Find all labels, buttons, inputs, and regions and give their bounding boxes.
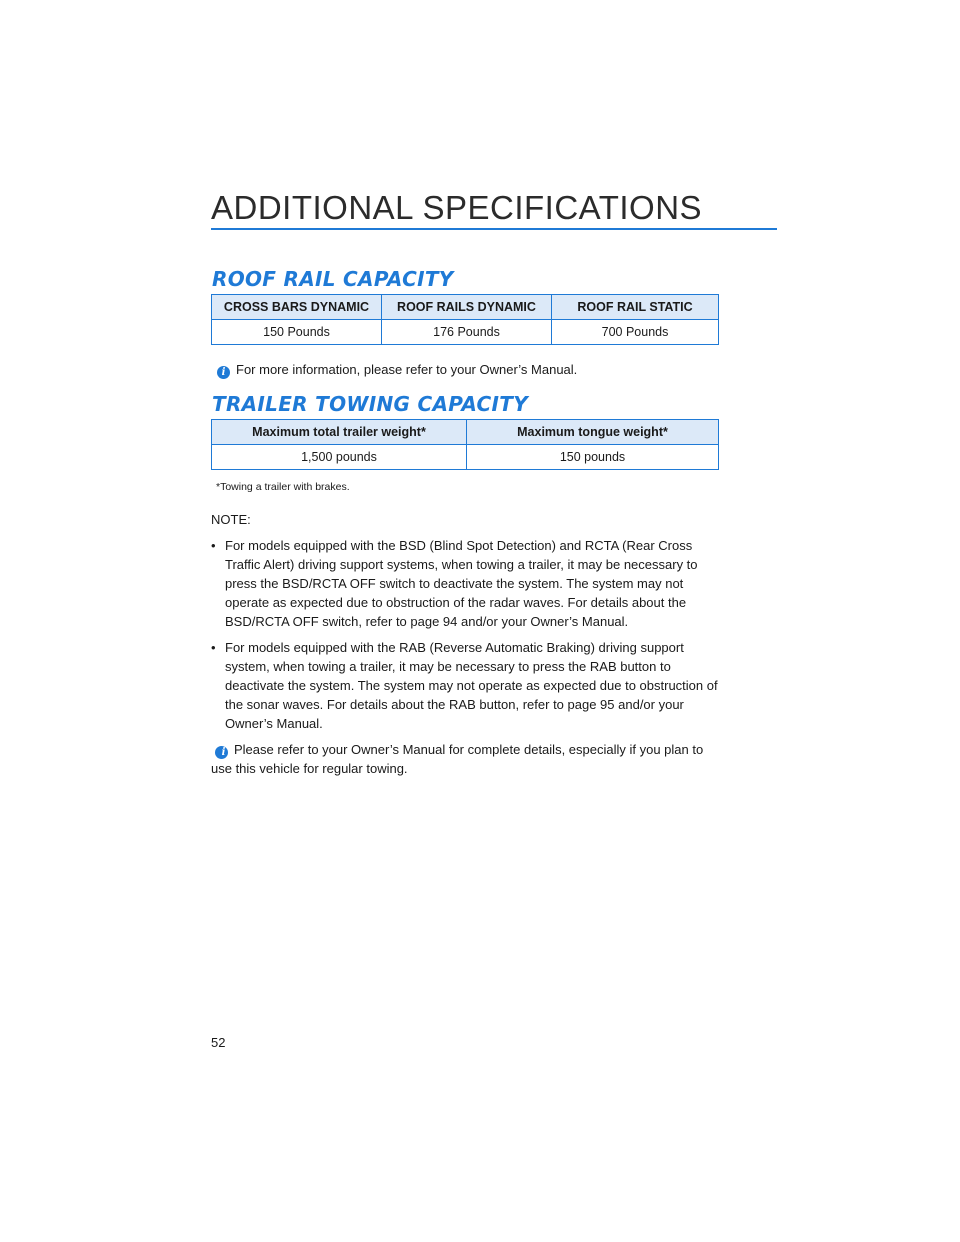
table-header-cell: Maximum tongue weight* [467, 420, 719, 445]
table-header-cell: CROSS BARS DYNAMIC [212, 295, 382, 320]
table-header-row [212, 295, 719, 320]
trailer-footnote: *Towing a trailer with brakes. [216, 481, 350, 493]
page-title: ADDITIONAL SPECIFICATIONS [211, 189, 703, 226]
table-header-cell: ROOF RAILS DYNAMIC [382, 295, 552, 320]
table-cell: 150 Pounds [212, 320, 382, 345]
list-item [211, 536, 723, 631]
table-cell: 700 Pounds [552, 320, 719, 345]
info-icon: i [217, 366, 230, 379]
info-text: For more information, please refer to your Owner’s Manual. [236, 362, 578, 377]
bullet-text: For models equipped with the BSD (Blind Spot Detection) and RCTA (Rear Cross Traffic Alert) driving support systems, when towing a trailer, it may be necessary to press the BSD/RCTA OFF switch to deactivate the system. The system may not operate as expected due to obstruction of the radar waves. For details about the BSD/RCTA OFF switch, refer to page 94 and/or your Owner’s Manual. [225, 538, 698, 629]
table-header-row [212, 420, 719, 445]
table-cell: 150 pounds [467, 445, 719, 470]
bullet-text: For models equipped with the RAB (Reverse Automatic Braking) driving support system, when towing a trailer, it may be necessary to press the RAB button to deactivate the system. The system may not operate as expected due to obstruction of the sonar waves. For details about the RAB button, refer to page 95 and/or your Owner’s Manual. [225, 640, 718, 731]
bullet-icon: • [211, 640, 216, 655]
table-cell: 176 Pounds [382, 320, 552, 345]
note-label: NOTE: [211, 512, 251, 527]
table-cell: 1,500 pounds [212, 445, 467, 470]
note-section [211, 510, 723, 778]
table-header-cell: ROOF RAIL STATIC [552, 295, 719, 320]
table-header-cell: Maximum total trailer weight* [212, 420, 467, 445]
trailer-towing-title: TRAILER TOWING CAPACITY [212, 392, 528, 416]
list-item [211, 638, 723, 733]
bullet-icon: • [211, 538, 216, 553]
roof-rail-title: ROOF RAIL CAPACITY [212, 267, 454, 291]
table-row [212, 445, 719, 470]
roof-rail-table [211, 294, 719, 345]
header-divider [211, 228, 777, 230]
page-number: 52 [211, 1035, 226, 1050]
closing-text: Please refer to your Owner’s Manual for complete details, especially if you plan to use this vehicle for regular towing. [211, 742, 704, 776]
info-icon: i [215, 746, 228, 759]
roof-rail-info [217, 362, 577, 379]
table-row [212, 320, 719, 345]
closing-info [211, 740, 723, 778]
trailer-towing-table [211, 419, 719, 470]
